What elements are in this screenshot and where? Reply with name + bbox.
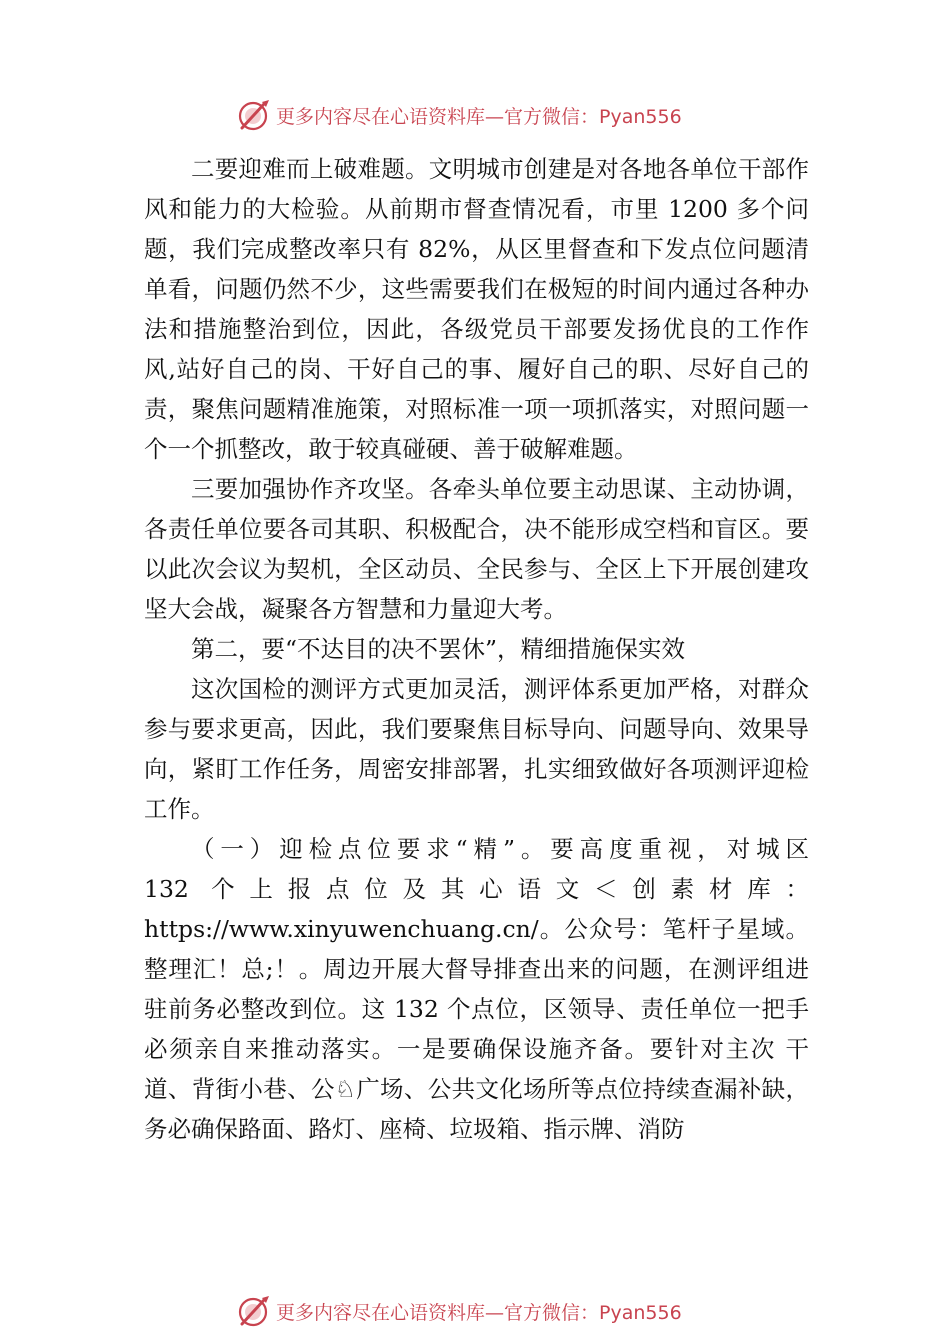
paragraph-points-line2: 132 个上报点位及其心语文＜创素材库： — [144, 875, 809, 903]
paragraph-points-line3: https://www.xinyuwenchuang.cn/。公众号：笔杆子星域。 — [144, 915, 809, 943]
paragraph-points-line1: （一）迎检点位要求“精”。要高度重视，对城区 — [191, 835, 809, 863]
footer-wechat-text: 官方微信：Pyan556 — [504, 1301, 682, 1324]
brush-logo-icon — [236, 1294, 272, 1328]
footer-brand-text: 更多内容尽在心语资料库— — [276, 1301, 505, 1324]
paragraph-difficulties: 二要迎难而上破难题。文明城市创建是对各地各单位干部作风和能力的大检验。从前期市督查情况看，市里 1200 多个问题，我们完成整改率只有 82%，从区里督查和下发点位问题清单看，问题仍然不少，这些需要我们在极短的时间内通过各种办法和措施整治到位，因此，各级党员干部要发扬优良的工作作风,站好自己的岗、干好自己的事、履好自己的职、尽好自己的责，聚焦问题精准施策，对照标准一项一项抓落实，对照问题一个一个抓整改，敢于较真碰硬、善于破解难题。 — [144, 155, 809, 463]
header-banner — [236, 98, 682, 132]
header-wechat-text: 官方微信：Pyan556 — [504, 105, 682, 128]
footer-banner — [236, 1294, 682, 1328]
document-body — [144, 149, 809, 1149]
header-brand-text: 更多内容尽在心语资料库— — [276, 105, 505, 128]
paragraph-inspection-method: 这次国检的测评方式更加灵活，测评体系更加严格，对群众参与要求更高，因此，我们要聚焦目标导向、问题导向、效果导向，紧盯工作任务，周密安排部署，扎实细致做好各项测评迎检工作。 — [144, 675, 809, 823]
section-heading-2: 第二，要“不达目的决不罢休”，精细措施保实效 — [191, 635, 686, 663]
paragraph-points-rest: 整理汇！总;！。周边开展大督导排查出来的问题，在测评组进驻前务必整改到位。这 132 个点位，区领导、责任单位一把手必须亲自来推动落实。一是要确保设施齐备。要针对主次 干道、背街小巷、公♘广场、公共文化场所等点位持续查漏补缺，务必确保路面、路灯、座椅、垃圾箱、指示牌、消防 — [144, 955, 809, 1143]
paragraph-cooperation: 三要加强协作齐攻坚。各牵头单位要主动思谋、主动协调，各责任单位要各司其职、积极配合，决不能形成空档和盲区。要以此次会议为契机，全区动员、全民参与、全区上下开展创建攻坚大会战，凝聚各方智慧和力量迎大考。 — [144, 475, 809, 623]
brush-logo-icon — [236, 98, 272, 132]
